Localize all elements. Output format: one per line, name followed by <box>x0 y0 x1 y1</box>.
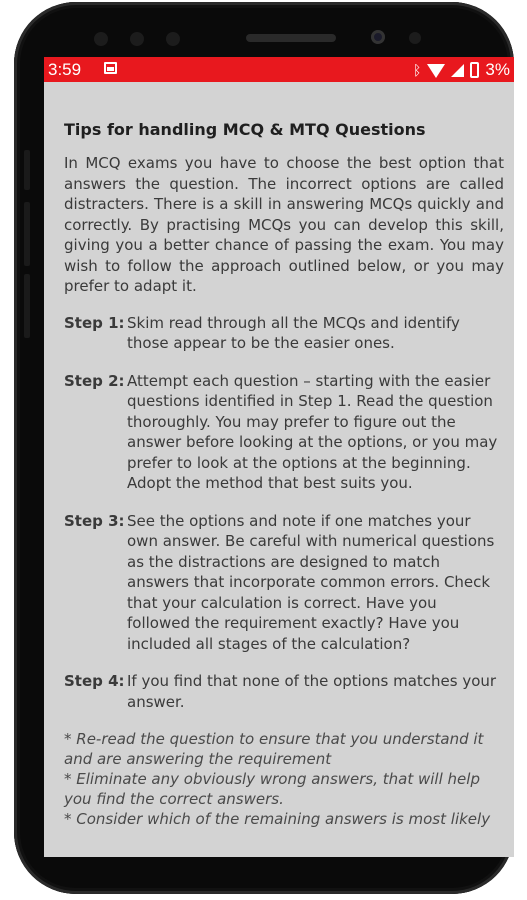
status-time: 3:59 <box>48 60 82 79</box>
step-text: See the options and note if one matches your own answer. Be careful with numerical questions as the distractions are designed to match answers that incorporate common errors. Check that your calculation is correct. Have you followed the requirement exactly? Have you included all stages of the calculation? <box>127 511 495 653</box>
top-bezel <box>14 24 514 54</box>
intro-paragraph: In MCQ exams you have to choose the best option that answers the question. The incorrect options are called distracters. There is a skill in answering MCQs quickly and correctly. By practising MCQs you can develop this skill, giving you a better chance of passing the exam. You may wish to follow the approach outlined below, or you may prefer to adapt it. <box>64 154 504 295</box>
volume-down-button <box>24 274 30 338</box>
note-item: * Eliminate any obviously wrong answers, that will help you find the correct answers. <box>64 770 480 808</box>
step-item <box>64 313 504 354</box>
step-text: Attempt each question – starting with the easier questions identified in Step 1. Read the question thoroughly. You may prefer to figure out the answer before looking at the options, or you may prefer to look at the options at the beginning. Adopt the method that best suits you. <box>127 371 498 492</box>
step-item <box>64 511 504 655</box>
battery-icon <box>470 62 479 78</box>
step-text: Skim read through all the MCQs and identify those appear to be the easier ones. <box>127 313 460 352</box>
image-notification-icon <box>104 62 117 74</box>
note-item: * Re-read the question to ensure that you understand it and are answering the requirement <box>64 730 484 768</box>
step-label: Step 3: <box>64 511 125 530</box>
step-label: Step 4: <box>64 672 125 690</box>
bixby-button <box>24 150 30 190</box>
volume-up-button <box>24 202 30 266</box>
step-item <box>64 371 504 494</box>
phone-frame <box>14 2 514 894</box>
step-item <box>64 671 504 712</box>
status-icons <box>413 60 510 80</box>
step-label: Step 1: <box>64 313 125 332</box>
step-label: Step 2: <box>64 371 125 390</box>
screen <box>44 57 514 857</box>
note-item: * Consider which of the remaining answers is most likely <box>64 810 491 828</box>
sensor-dots <box>94 32 180 46</box>
bluetooth-icon: ᛒ <box>413 62 422 78</box>
front-camera-icon <box>371 30 385 44</box>
step-text: If you find that none of the options matches your answer. <box>127 672 497 711</box>
speaker-grille <box>246 34 336 42</box>
battery-percent: 3% <box>485 60 510 79</box>
proximity-sensor <box>409 32 421 44</box>
notes-list <box>64 729 504 829</box>
status-bar <box>44 57 514 82</box>
wifi-icon <box>427 64 445 78</box>
article-title: Tips for handling MCQ & MTQ Questions <box>64 120 426 139</box>
article-content[interactable] <box>64 120 504 829</box>
signal-icon <box>451 64 464 77</box>
